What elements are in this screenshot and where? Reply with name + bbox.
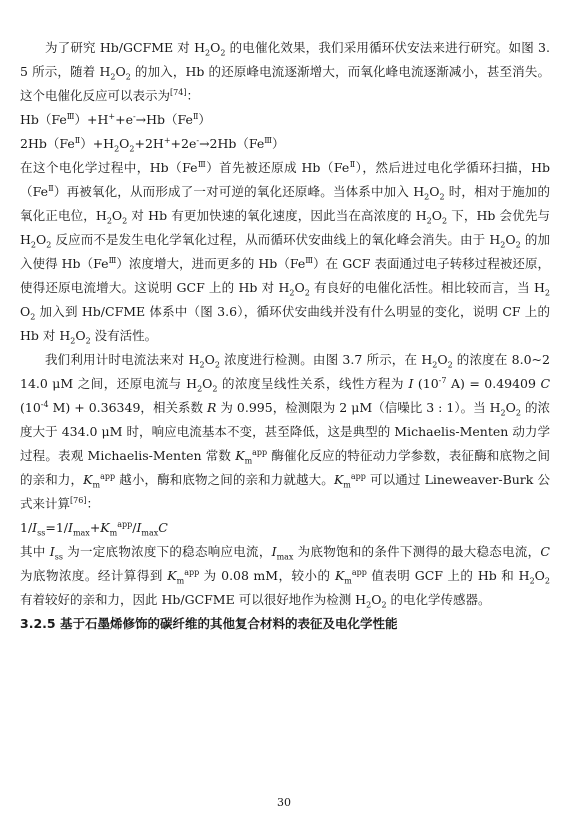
section-heading: 3.2.5 基于石墨烯修饰的碳纤维的其他复合材料的表征及电化学性能	[20, 616, 398, 631]
paragraph-chronoamperometry: 我们利用计时电流法来对 $H_2O_2$ 浓度进行检测。由图 3.7 所示，在 $H_2O_2$ 的浓度在 8.0~214.0 μM 之间，还原电流与 $H_2O_2$ 的浓度呈线性关系，线性方程为 I ($10^{-7}$ A) = 0.49409 C ($10^{-4}$ M) + 0.36349，相关系数 R 为 0.995，检测限为 2 μM（信噪比 3 : 1）。当 $H_2O_2$ 的浓度大于 434.0 μM 时，响应电流基本不变，甚至降低，这是典型的 Michaelis-Menten 动力学过程。表观 Michaelis-Menten 常数 $K_m^{app}$ 酶催化反应的特征动力学参数，表征酶和底物之间的亲和力，$K_m^{app}$ 越小，酶和底物之间的亲和力就越大。$K_m^{app}$ 可以通过 Lineweaver-Burk 公式来计算[76]：	[20, 352, 551, 511]
page-number: 30	[277, 796, 291, 809]
paragraph-km-result: 其中 $I_{ss}$ 为一定底物浓度下的稳态响应电流，$I_{max}$ 为底物饱和的条件下测得的最大稳态电流，C 为底物浓度。经计算得到 $K_m^{app}$ 为 0.08 mM，较小的 $K_m^{app}$ 值表明 GCF 上的 Hb 和 $H_2O_2$ 有着较好的亲和力，因此 Hb/GCFME 可以很好地作为检测 $H_2O_2$ 的电化学传感器。	[20, 544, 550, 610]
equation-oxidation: $2Hb(Fe^Ⅱ)+H_2O_2+2H^++2e^-\to 2Hb(Fe^Ⅲ)$	[20, 135, 285, 154]
body-text	[20, 36, 550, 636]
equation-lineweaver-burk: $1/I_{ss}=1/I_{max}+K_m^{app}/I_{max}C$	[20, 519, 168, 538]
equation-reduction: $Hb(Fe^Ⅲ)+H^++e^-\to Hb(Fe^Ⅱ)$	[20, 111, 211, 127]
paragraph-mechanism: 在这个电化学过程中，$Hb(Fe^Ⅲ)$首先被还原成 $Hb(Fe^Ⅱ)$，然后进过电化学循环扫描，$Hb(Fe^Ⅱ)$再被氧化，从而形成了一对可逆的氧化还原峰。当体系中加入 $H_2O_2$ 时，相对于施加的氧化正电位，$H_2O_2$ 对 Hb 有更加快速的氧化速度，因此当在高浓度的 $H_2O_2$ 下，Hb 会优先与 $H_2O_2$ 反应而不是发生电化学氧化过程，从而循环伏安曲线上的氧化峰会消失。由于 $H_2O_2$ 的加入使得 $Hb(Fe^Ⅲ)$浓度增大，进而更多的 $Hb(Fe^Ⅲ)$在 GCF 表面通过电子转移过程被还原，使得还原电流增大。这说明 GCF 上的 Hb 对 $H_2O_2$ 有良好的电催化活性。相比较而言，当 $H_2O_2$ 加入到 Hb/CFME 体系中（图 3.6），循环伏安曲线并没有什么明显的变化，说明 CF 上的 Hb 对 $H_2O_2$ 没有活性。	[20, 159, 551, 346]
paragraph-cv-study: 为了研究 Hb/GCFME 对 $H_2O_2$ 的电催化效果，我们采用循环伏安法来进行研究。如图 3.5 所示，随着 $H_2O_2$ 的加入，Hb 的还原峰电流逐渐增大，而氧化峰电流逐渐减小，甚至消失。这个电催化反应可以表示为[74]：	[20, 40, 550, 103]
